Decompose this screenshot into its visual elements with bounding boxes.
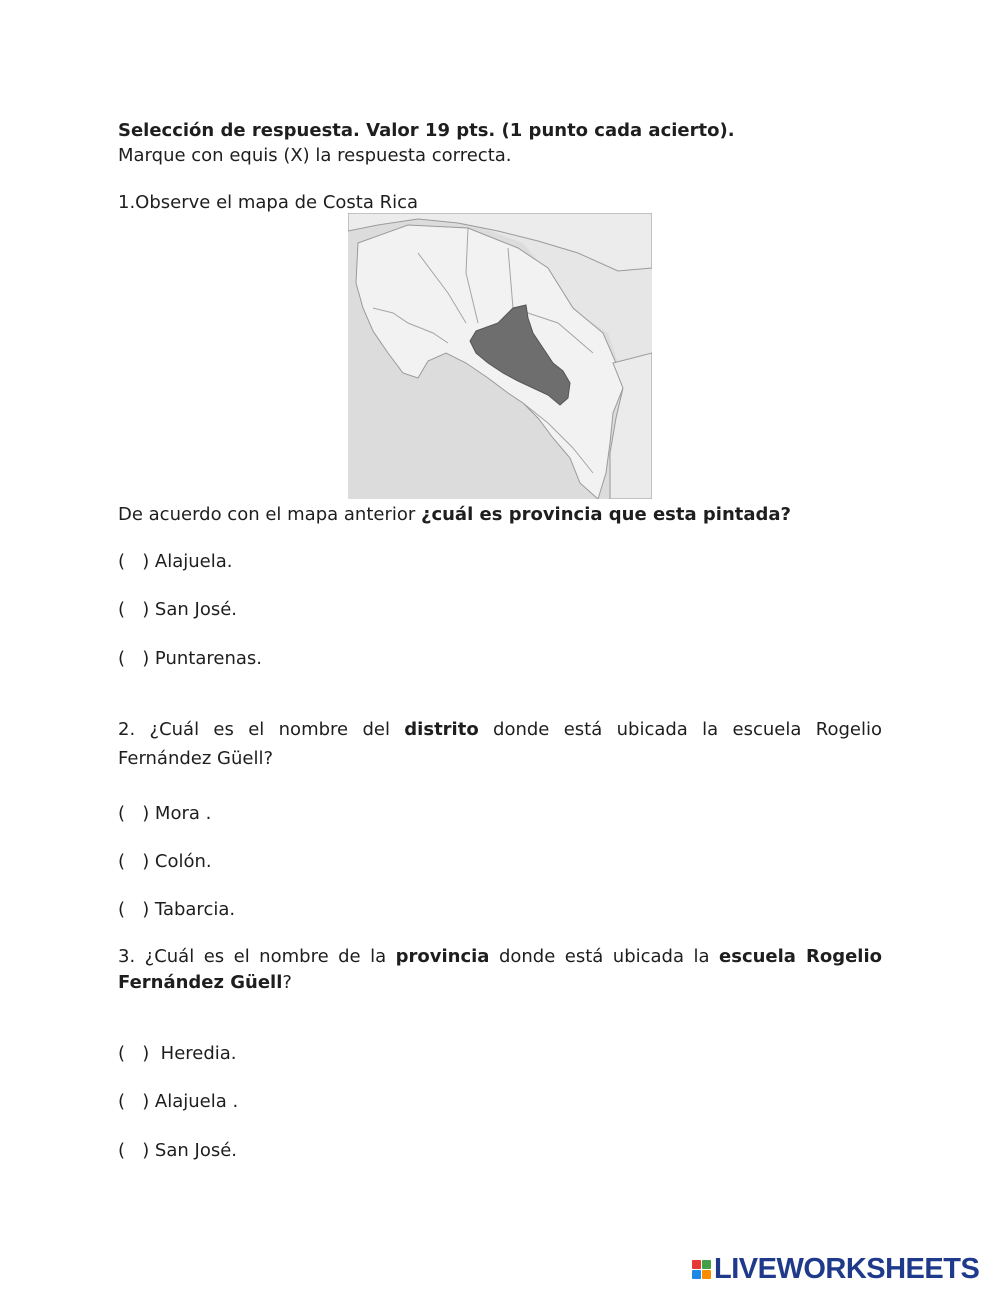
logo-square-v	[692, 1270, 701, 1279]
q1-question-prefix: De acuerdo con el mapa anterior	[118, 504, 421, 525]
logo-square-i	[702, 1260, 711, 1269]
logo-square-e	[702, 1270, 711, 1279]
q2-question-line2: Fernández Güell?	[118, 748, 274, 769]
q2-option[interactable]: ( ) Tabarcia.	[118, 899, 236, 920]
q1-question-bold: ¿cuál es provincia que esta pintada?	[421, 504, 792, 525]
instruction-text: Marque con equis (X) la respuesta correcta.	[118, 145, 512, 166]
q3-question-line1	[118, 944, 882, 970]
q3-bold2: escuela Rogelio	[719, 946, 882, 967]
q3-part2: donde está ubicada la	[489, 946, 720, 967]
q3-option[interactable]: ( ) Heredia.	[118, 1043, 237, 1064]
q2-option[interactable]: ( ) Mora .	[118, 803, 212, 824]
logo-text: LIVEWORKSHEETS	[714, 1252, 980, 1285]
logo-grid-icon	[692, 1260, 711, 1279]
costa-rica-map	[348, 213, 652, 499]
q3-line2-rest: ?	[282, 972, 292, 993]
q3-option[interactable]: ( ) Alajuela .	[118, 1091, 239, 1112]
q3-option[interactable]: ( ) San José.	[118, 1140, 238, 1161]
q2-option[interactable]: ( ) Colón.	[118, 851, 212, 872]
logo-square-l	[692, 1260, 701, 1269]
q2-part1: 2. ¿Cuál es el nombre del	[118, 719, 405, 740]
q2-part2: donde está ubicada la escuela Rogelio	[478, 719, 882, 740]
q2-bold: distrito	[404, 719, 479, 740]
q1-prompt: 1.Observe el mapa de Costa Rica	[118, 192, 419, 213]
q1-option[interactable]: ( ) Puntarenas.	[118, 648, 262, 669]
q3-part1: 3. ¿Cuál es el nombre de la	[118, 946, 396, 967]
section-title: Selección de respuesta. Valor 19 pts. (1 punto cada acierto).	[118, 120, 735, 141]
q1-option[interactable]: ( ) San José.	[118, 599, 238, 620]
liveworksheets-logo[interactable]	[692, 1254, 979, 1284]
q3-line2-bold: Fernández Güell	[118, 972, 283, 993]
q3-bold1: provincia	[395, 946, 490, 967]
q1-option[interactable]: ( ) Alajuela.	[118, 551, 233, 572]
q3-question-line2	[118, 972, 292, 994]
q2-question-line1	[118, 717, 882, 743]
q1-question	[118, 504, 791, 526]
